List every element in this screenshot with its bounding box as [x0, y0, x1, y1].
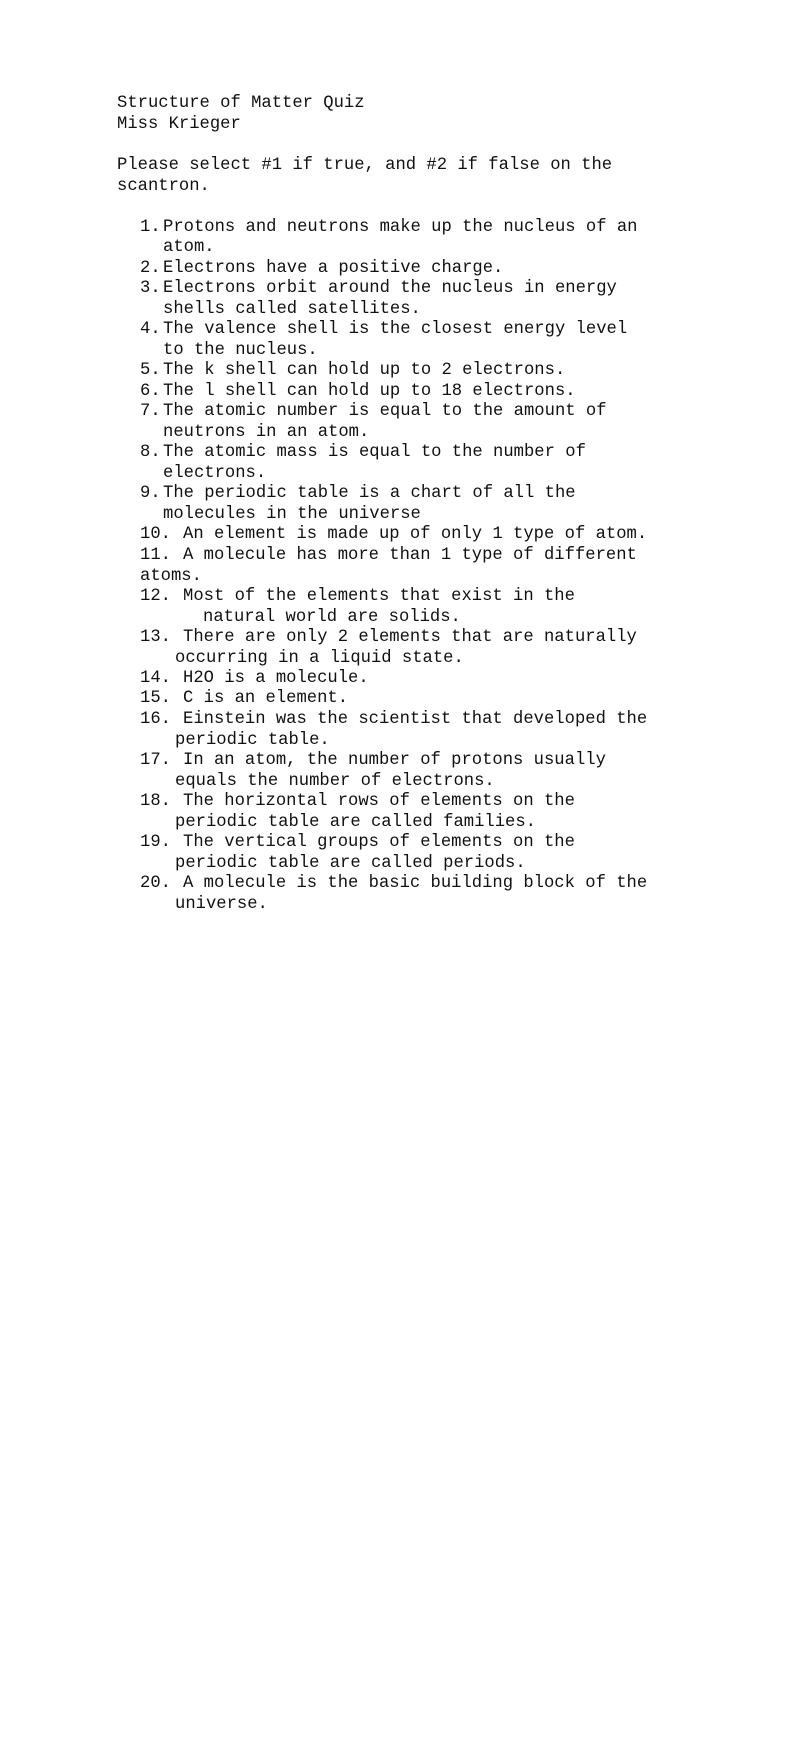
teacher-name: Miss Krieger	[117, 115, 241, 134]
instructions-line-2: scantron.	[117, 177, 210, 196]
instructions-line-1: Please select #1 if true, and #2 if false on the	[117, 156, 613, 175]
question-number: 9.	[140, 484, 161, 503]
question-text-continued: atoms.	[140, 567, 202, 586]
question-text: Electrons have a positive charge.	[163, 259, 504, 278]
question-text: The k shell can hold up to 2 electrons.	[163, 361, 566, 380]
question-number: 3.	[140, 279, 161, 298]
question-text: Protons and neutrons make up the nucleus of an	[163, 218, 638, 237]
question-text-continued: natural world are solids.	[203, 608, 461, 627]
question-text: Einstein was the scientist that developed the	[183, 710, 648, 729]
question-text: The atomic number is equal to the amount of	[163, 402, 607, 421]
question-number: 4.	[140, 320, 161, 339]
question-number: 17.	[140, 751, 171, 770]
question-number: 11.	[140, 546, 171, 565]
question-text: In an atom, the number of protons usually	[183, 751, 606, 770]
question-text: The valence shell is the closest energy level	[163, 320, 628, 339]
question-text: Electrons orbit around the nucleus in energy	[163, 279, 617, 298]
question-text: The atomic mass is equal to the number of	[163, 443, 586, 462]
question-text: There are only 2 elements that are naturally	[183, 628, 637, 647]
question-number: 7.	[140, 402, 161, 421]
question-number: 16.	[140, 710, 171, 729]
question-text-continued: electrons.	[163, 464, 267, 483]
question-text: Most of the elements that exist in the	[183, 587, 575, 606]
question-number: 12.	[140, 587, 171, 606]
question-text-continued: to the nucleus.	[163, 341, 318, 360]
question-text: The horizontal rows of elements on the	[183, 792, 575, 811]
question-text: A molecule has more than 1 type of different	[183, 546, 637, 565]
question-text-continued: atom.	[163, 238, 215, 257]
question-number: 14.	[140, 669, 171, 688]
question-number: 8.	[140, 443, 161, 462]
question-number: 2.	[140, 259, 161, 278]
question-text-continued: periodic table are called periods.	[175, 854, 526, 873]
question-text: H2O is a molecule.	[183, 669, 369, 688]
question-text-continued: shells called satellites.	[163, 300, 421, 319]
question-text-continued: universe.	[175, 895, 268, 914]
question-text-continued: periodic table.	[175, 731, 330, 750]
question-text: The l shell can hold up to 18 electrons.	[163, 382, 576, 401]
question-text: A molecule is the basic building block of the	[183, 874, 648, 893]
question-number: 5.	[140, 361, 161, 380]
question-text-continued: occurring in a liquid state.	[175, 649, 464, 668]
question-text-continued: neutrons in an atom.	[163, 423, 370, 442]
question-number: 10.	[140, 525, 171, 544]
question-text: An element is made up of only 1 type of atom.	[183, 525, 648, 544]
question-number: 13.	[140, 628, 171, 647]
question-text: The periodic table is a chart of all the	[163, 484, 576, 503]
question-number: 15.	[140, 689, 171, 708]
question-list	[0, 164, 791, 1722]
question-text: The vertical groups of elements on the	[183, 833, 575, 852]
question-number: 1.	[140, 218, 161, 237]
question-number: 19.	[140, 833, 171, 852]
question-number: 6.	[140, 382, 161, 401]
question-text-continued: periodic table are called families.	[175, 813, 536, 832]
question-text-continued: equals the number of electrons.	[175, 772, 495, 791]
question-number: 20.	[140, 874, 171, 893]
question-number: 18.	[140, 792, 171, 811]
quiz-title: Structure of Matter Quiz	[117, 94, 365, 113]
question-text-continued: molecules in the universe	[163, 505, 421, 524]
question-text: C is an element.	[183, 689, 349, 708]
